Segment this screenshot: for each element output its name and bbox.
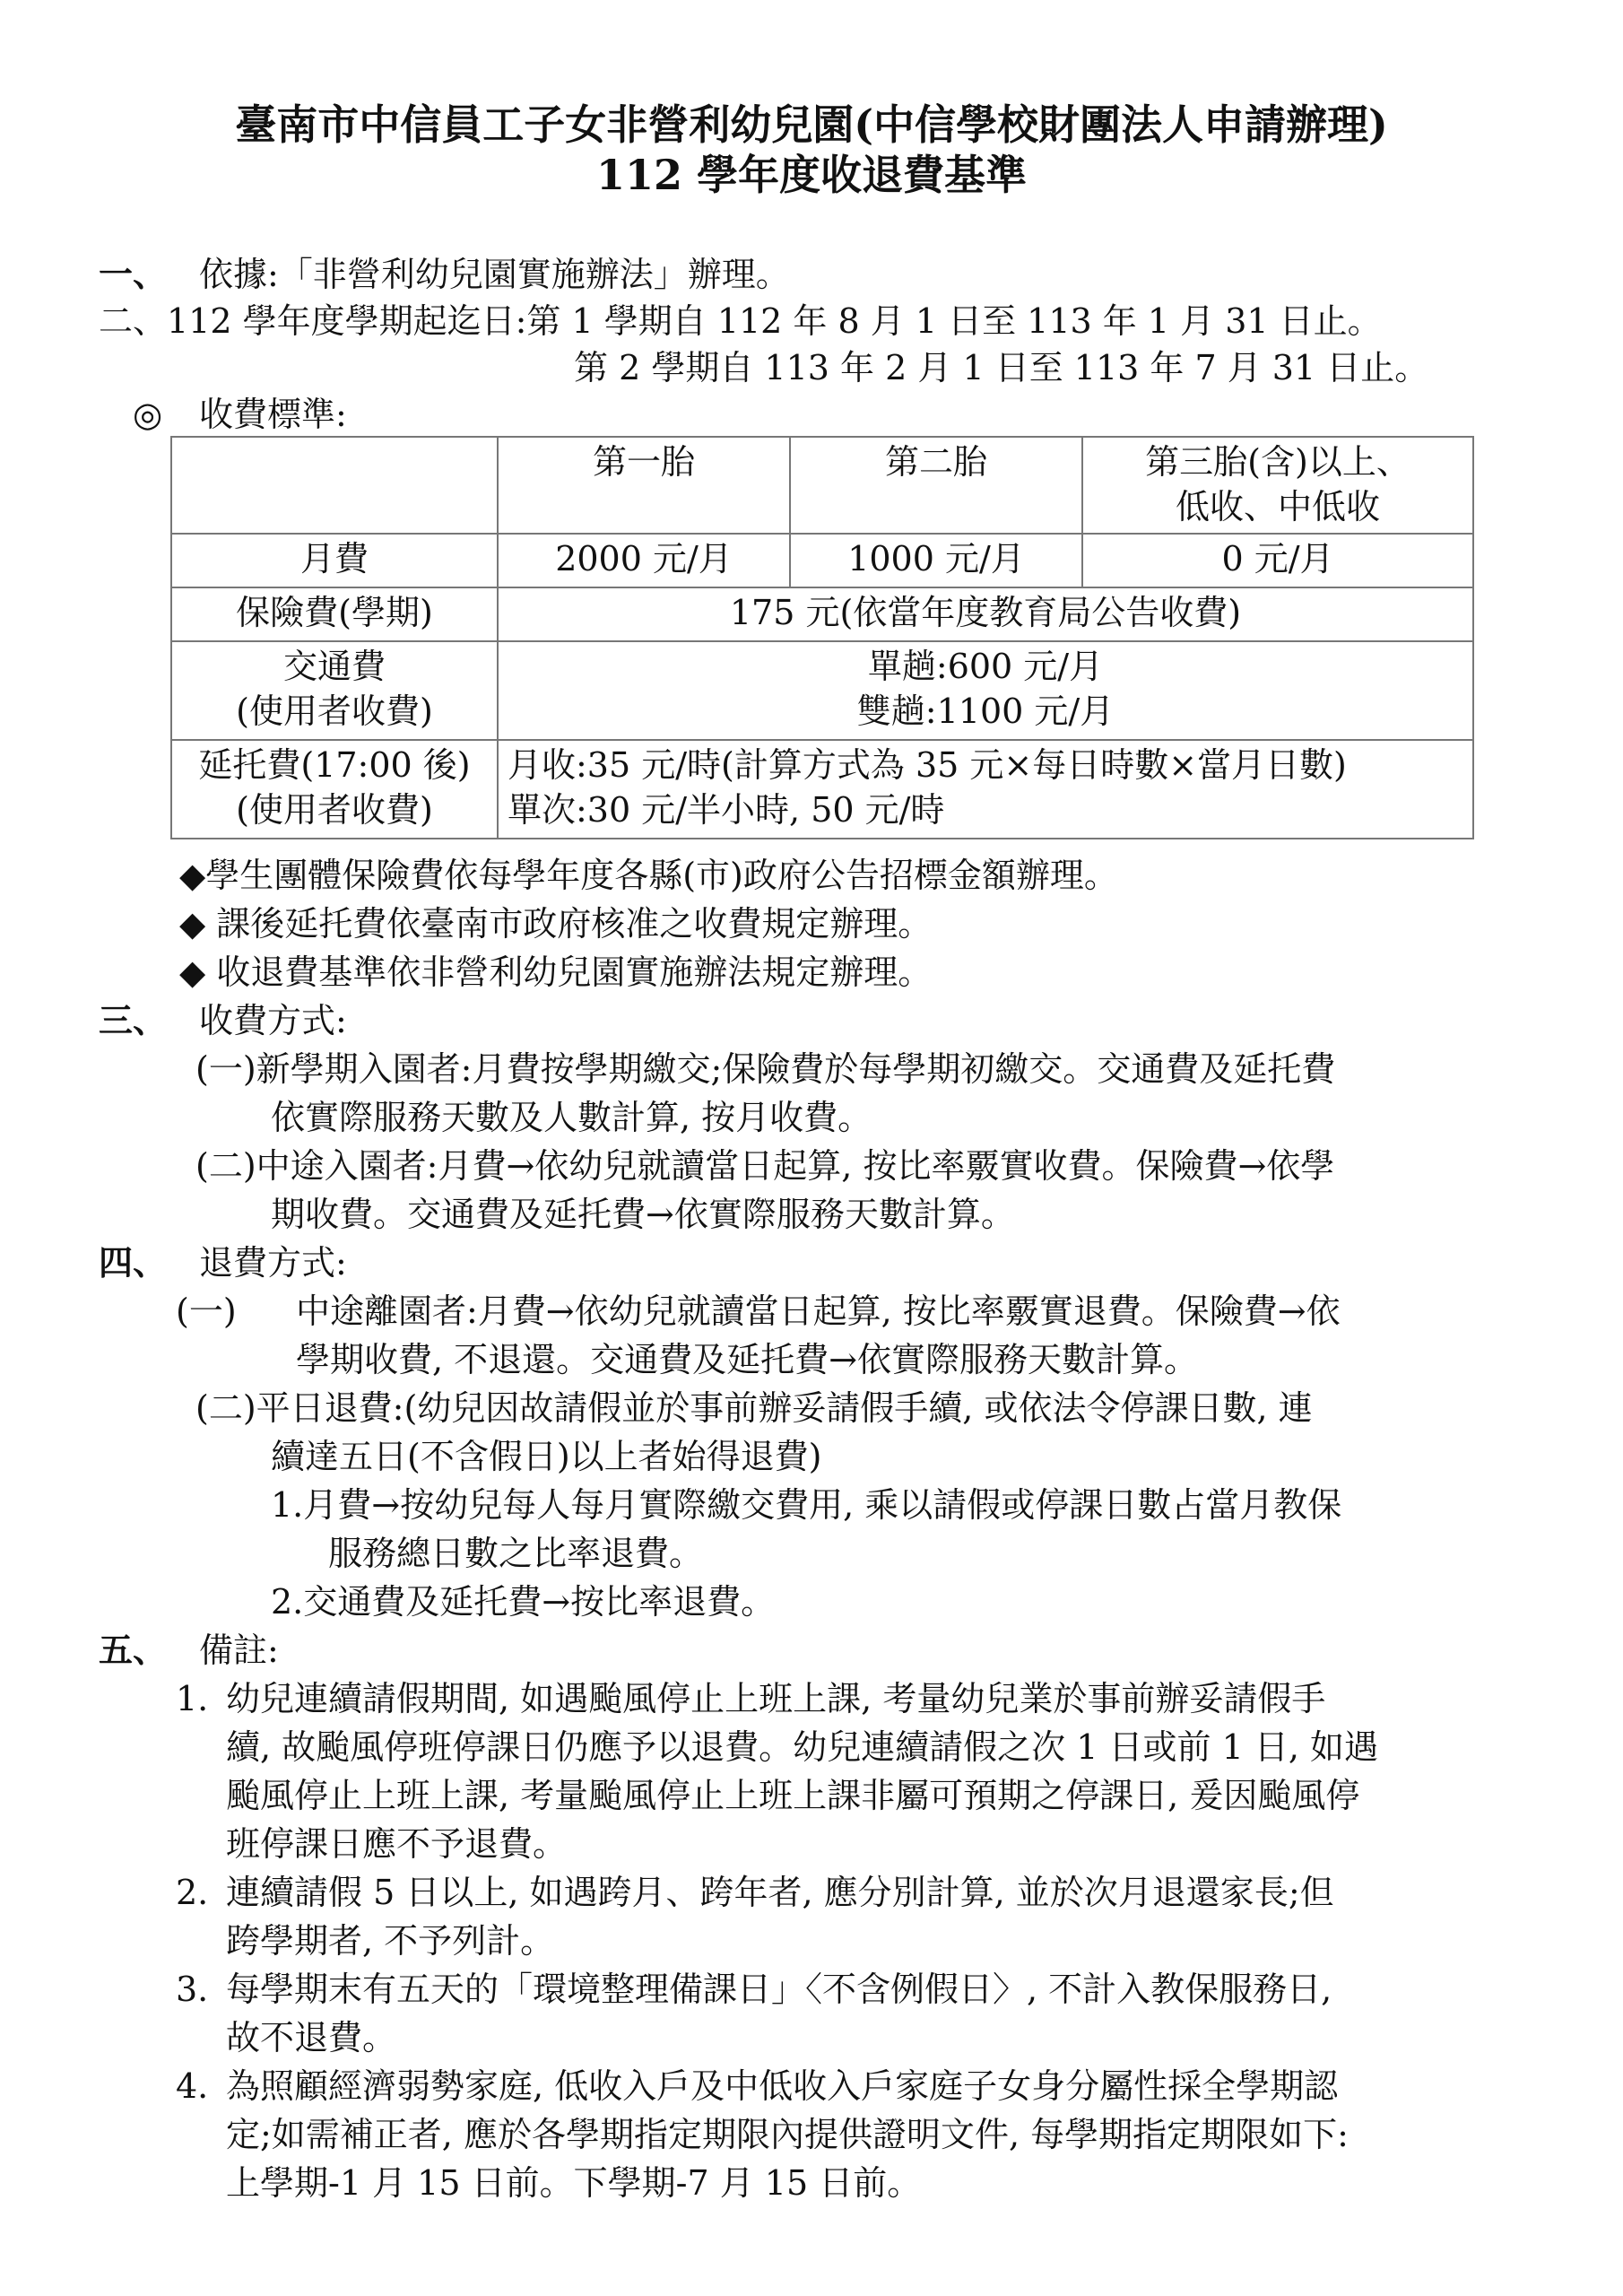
header-first-child: 第一胎	[498, 437, 790, 534]
remark2-line1: 連續請假 5 日以上, 如遇跨月、跨年者, 應分別計算, 並於次月退還家長;但	[226, 1873, 1334, 1912]
section5-title: 備註:	[199, 1631, 279, 1670]
section3-item2-line2: 期收費。交通費及延托費→依實際服務天數計算。	[271, 1195, 1015, 1234]
transport-label	[171, 641, 498, 740]
section4-sub2: 2.交通費及延托費→按比率退費。	[271, 1582, 776, 1622]
remark4-line3: 上學期-1 月 15 日前。下學期-7 月 15 日前。	[226, 2163, 922, 2203]
remark1-number: 1.	[176, 1679, 209, 1718]
remark2-number: 2.	[176, 1873, 209, 1912]
remark1-line4: 班停課日應不予退費。	[226, 1824, 568, 1864]
section3-item1-line1: (一)新學期入園者:月費按學期繳交;保險費於每學期初繳交。交通費及延托費	[195, 1049, 1336, 1089]
remark3-number: 3.	[176, 1970, 209, 2009]
remark1-line3: 颱風停止上班上課, 考量颱風停止上班上課非屬可預期之停課日, 爰因颱風停	[226, 1776, 1360, 1815]
section5-number: 五、	[99, 1630, 168, 1670]
extended-care-monthly: 月收:35 元/時(計算方式為 35 元×每日時數×當月日數)	[508, 745, 1347, 785]
section4-title: 退費方式:	[199, 1243, 347, 1283]
section4-sub1-line2: 服務總日數之比率退費。	[328, 1534, 704, 1573]
transport-value	[498, 641, 1473, 740]
section2-line1: 二、112 學年度學期起迄日:第 1 學期自 112 年 8 月 1 日至 113 年 1 月 31 日止。	[99, 301, 1382, 341]
header-third-child	[1082, 437, 1473, 534]
section4-number: 四、	[99, 1242, 168, 1283]
section2-line2: 第 2 學期自 113 年 2 月 1 日至 113 年 7 月 31 日止。	[574, 348, 1429, 387]
note-refund-standard: ◆ 收退費基準依非營利幼兒園實施辦法規定辦理。	[179, 952, 933, 992]
fee-heading-text: 收費標準:	[199, 395, 347, 434]
insurance-value: 175 元(依當年度教育局公告收費)	[498, 587, 1473, 641]
transport-label-line1: 交通費	[282, 647, 386, 686]
section4-item2-line1: (二)平日退費:(幼兒因故請假並於事前辦妥請假手續, 或依法令停課日數, 連	[195, 1388, 1313, 1428]
transport-label-line2: (使用者收費)	[236, 691, 433, 731]
remark3-line1: 每學期末有五天的「環境整理備課日」〈不含例假日〉, 不計入教保服務日,	[226, 1970, 1332, 2009]
remark4-line2: 定;如需補正者, 應於各學期指定期限內提供證明文件, 每學期指定期限如下:	[226, 2115, 1349, 2154]
insurance-row	[171, 587, 1473, 641]
section4-item2-line2: 續達五日(不含假日)以上者始得退費)	[271, 1437, 822, 1476]
note-extended-care: ◆ 課後延托費依臺南市政府核准之收費規定辦理。	[179, 904, 933, 944]
monthly-fee-row	[171, 534, 1473, 587]
fee-table-header-row	[171, 437, 1473, 534]
remark1-line1: 幼兒連續請假期間, 如遇颱風停止上班上課, 考量幼兒業於事前辦妥請假手	[226, 1679, 1326, 1718]
fee-table	[170, 436, 1474, 839]
header-third-child-line1: 第三胎(含)以上、	[1145, 442, 1410, 482]
section3-number: 三、	[99, 1000, 168, 1040]
remark4-line1: 為照顧經濟弱勢家庭, 低收入戶及中低收入戶家庭子女身分屬性採全學期認	[226, 2066, 1339, 2106]
note-insurance: ◆學生團體保險費依每學年度各縣(市)政府公告招標金額辦理。	[179, 856, 1118, 895]
monthly-fee-first: 2000 元/月	[498, 534, 790, 587]
remark2-line2: 跨學期者, 不予列計。	[226, 1921, 555, 1961]
transport-double: 雙趟:1100 元/月	[856, 691, 1115, 731]
section4-sub1-line1: 1.月費→按幼兒每人每月實際繳交費用, 乘以請假或停課日數占當月教保	[271, 1485, 1342, 1525]
header-second-child: 第二胎	[790, 437, 1082, 534]
remark3-line2: 故不退費。	[226, 2018, 397, 2057]
extended-care-row	[171, 740, 1473, 839]
transport-single: 單趟:600 元/月	[867, 647, 1104, 686]
extended-care-label	[171, 740, 498, 839]
remark1-line2: 續, 故颱風停班停課日仍應予以退費。幼兒連續請假之次 1 日或前 1 日, 如遇	[226, 1727, 1378, 1767]
monthly-fee-label: 月費	[171, 534, 498, 587]
section4-item1-line2: 學期收費, 不退還。交通費及延托費→依實際服務天數計算。	[296, 1340, 1199, 1379]
extended-care-label-line2: (使用者收費)	[236, 790, 433, 830]
insurance-label: 保險費(學期)	[171, 587, 498, 641]
header-third-child-line2: 低收、中低收	[1175, 487, 1380, 526]
section4-item1-mark: (一)	[176, 1292, 237, 1331]
document-title-line1: 臺南市中信員工子女非營利幼兒園(中信學校財團法人申請辦理)	[235, 100, 1388, 149]
section4-item1-line1: 中途離園者:月費→依幼兒就讀當日起算, 按比率覈實退費。保險費→依	[296, 1292, 1341, 1331]
section3-title: 收費方式:	[199, 1001, 347, 1040]
section1-number: 一、	[99, 254, 168, 294]
section1-text: 依據:「非營利幼兒園實施辦法」辦理。	[199, 255, 790, 294]
section3-item2-line1: (二)中途入園者:月費→依幼兒就讀當日起算, 按比率覈實收費。保險費→依學	[195, 1146, 1335, 1186]
extended-care-value	[498, 740, 1473, 839]
document-title-line2: 112 學年度收退費基準	[595, 151, 1028, 199]
section3-item1-line2: 依實際服務天數及人數計算, 按月收費。	[271, 1098, 872, 1137]
monthly-fee-second: 1000 元/月	[790, 534, 1082, 587]
fee-heading-mark: ◎	[133, 395, 163, 434]
extended-care-single: 單次:30 元/半小時, 50 元/時	[508, 790, 945, 830]
header-empty	[171, 437, 498, 534]
extended-care-label-line1: 延托費(17:00 後)	[198, 745, 471, 785]
remark4-number: 4.	[176, 2066, 209, 2106]
monthly-fee-third: 0 元/月	[1082, 534, 1473, 587]
transport-row	[171, 641, 1473, 740]
